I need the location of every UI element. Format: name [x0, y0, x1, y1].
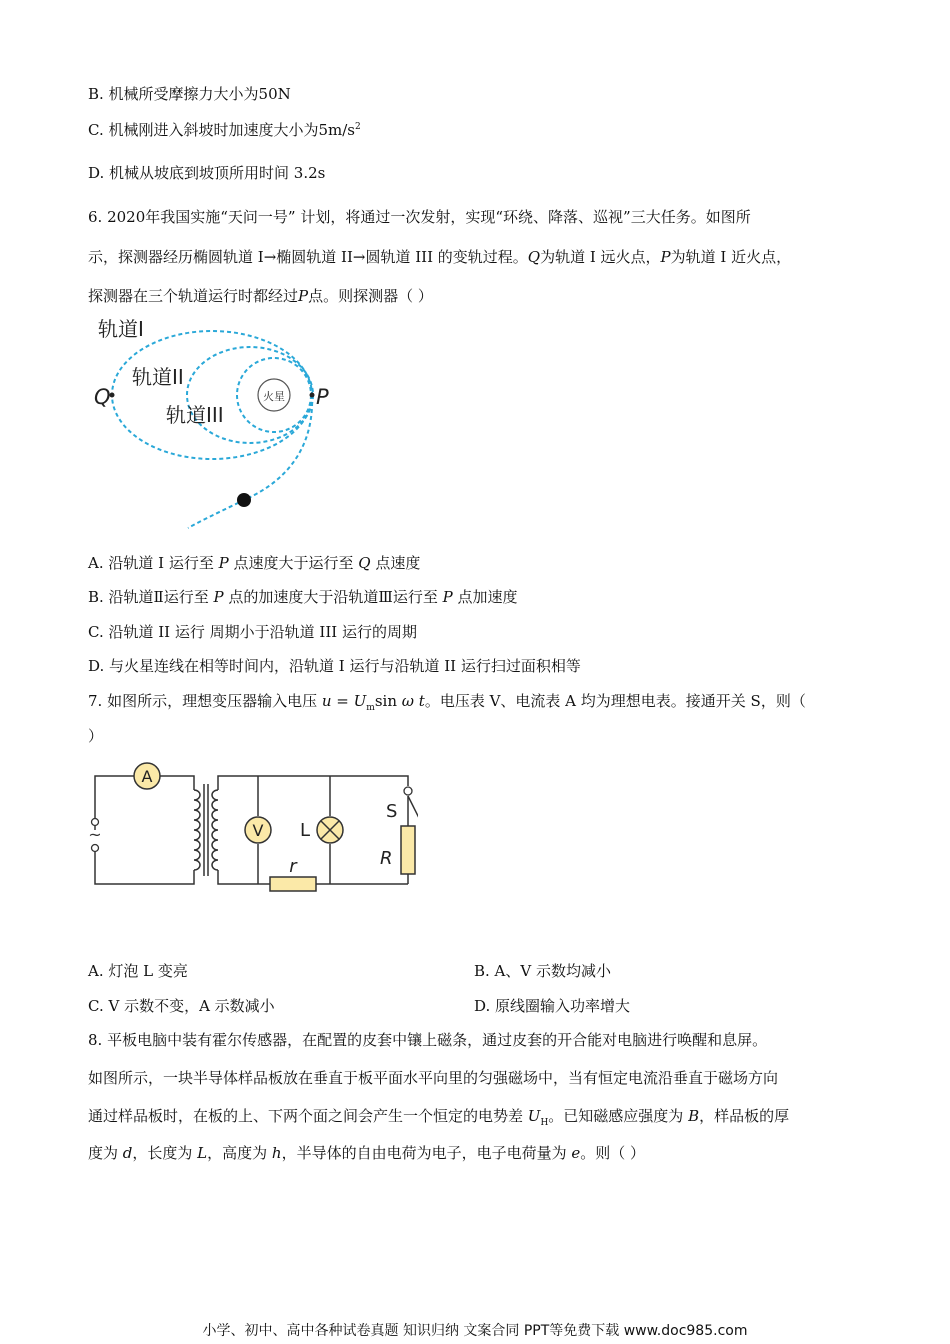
q7-option-a: A. 灯泡 L 变亮: [88, 962, 188, 980]
q6-var-p: P: [218, 554, 229, 572]
point-p-dot: [310, 393, 315, 398]
q7-var-um: U: [353, 692, 367, 710]
q7-stem-line-2: ）: [88, 727, 104, 745]
q6-text: 示，探测器经历椭圆轨道 I→椭圆轨道 II→圆轨道 III 的变轨过程。: [88, 248, 528, 266]
resistor-r-label: r: [289, 856, 297, 877]
orbit-3-label: 轨道III: [166, 403, 224, 427]
orbit-2-label: 轨道II: [132, 365, 184, 389]
q6-text: A. 沿轨道 I 运行至: [88, 554, 219, 572]
q6-stem-line-1: 6. 2020年我国实施“天问一号” 计划，将通过一次发射，实现“环绕、降落、巡视”三大任务。如图所: [88, 208, 751, 226]
q6-var-p: P: [213, 588, 224, 606]
q6-text: 点。则探测器（ ）: [308, 287, 433, 305]
ac-terminal-bottom: [92, 845, 99, 852]
page-footer: 小学、初中、高中各种试卷真题 知识归纳 文案合同 PPT等免费下载 www.doc985.com: [202, 1323, 748, 1339]
q8-var-b: B: [688, 1107, 700, 1125]
q5-option-c-text: C. 机械刚进入斜坡时加速度大小为5m/s: [88, 121, 355, 139]
q8-stem-line-4: [88, 1143, 645, 1163]
q6-var-q: Q: [358, 554, 371, 572]
q8-stem-line-2: 如图所示，一块半导体样品板放在垂直于板平面水平向里的匀强磁场中，当有恒定电流沿垂直于磁场方向: [88, 1069, 779, 1087]
voltmeter-label: V: [252, 821, 264, 840]
q7-var-u: u: [321, 692, 332, 710]
q5-option-d: D. 机械从坡底到坡顶所用时间 3.2s: [88, 164, 326, 182]
lamp-label: L: [300, 820, 311, 841]
q7-text: sin: [374, 692, 402, 710]
q7-text: 7. 如图所示，理想变压器输入电压: [88, 692, 322, 710]
primary-wire-top-left: [95, 776, 134, 830]
q8-text: ，高度为: [207, 1144, 272, 1162]
primary-wire-top-right: [160, 776, 194, 790]
switch-pivot: [404, 787, 412, 795]
q6-stem-line-2: [88, 247, 791, 267]
q5-option-b: B. 机械所受摩擦力大小为50N: [88, 85, 291, 103]
orbit-diagram: [88, 312, 348, 534]
q6-option-c: C. 沿轨道 II 运行 周期小于沿轨道 III 运行的周期: [88, 623, 417, 641]
orbit-2-path: [187, 347, 313, 443]
q6-text: 为轨道 I 远火点，: [540, 248, 661, 266]
q8-text: 通过样品板时，在板的上、下两个面之间会产生一个恒定的电势差: [88, 1107, 528, 1125]
q7-option-d: D. 原线圈输入功率增大: [474, 997, 631, 1015]
q7-text: 。电压表 V、电流表 A 均为理想电表。接通开关 S，则（: [424, 692, 806, 710]
q8-stem-line-3: [88, 1106, 789, 1133]
secondary-coil: [212, 790, 218, 870]
ammeter-label: A: [141, 767, 153, 786]
primary-wire-bottom: [95, 844, 194, 884]
q8-stem-line-1: 8. 平板电脑中装有霍尔传感器，在配置的皮套中镶上磁条，通过皮套的开合能对电脑进行唤醒和息屏。: [88, 1031, 768, 1049]
mars-label: 火星: [263, 390, 285, 403]
q8-var-u: U: [527, 1107, 541, 1125]
q8-var-u-subscript: H: [540, 1118, 549, 1128]
q6-text: B. 沿轨道Ⅱ运行至: [88, 588, 214, 606]
q6-text: 点速度: [370, 554, 421, 572]
q6-option-b: [88, 587, 518, 607]
q8-text: 。则（ ）: [580, 1144, 646, 1162]
orbit-1-label: 轨道I: [98, 317, 144, 341]
resistor-R-icon: [401, 826, 415, 874]
secondary-wire-bottom-left: [218, 870, 270, 884]
q6-option-d: D. 与火星连线在相等时间内，沿轨道 I 运行与沿轨道 II 运行扫过面积相等: [88, 657, 581, 675]
q5-option-c: [88, 117, 361, 140]
q6-text: 探测器在三个轨道运行时都经过: [88, 287, 299, 305]
q7-option-c: C. V 示数不变，A 示数减小: [88, 997, 275, 1015]
secondary-wire-top: [218, 776, 408, 790]
q6-stem-line-3: [88, 286, 433, 306]
q6-var-p: P: [660, 248, 671, 266]
q7-option-b: B. A、V 示数均减小: [474, 962, 611, 980]
q6-var-p: P: [298, 287, 309, 305]
q6-var-p: P: [442, 588, 453, 606]
q7-stem-line-1: [88, 691, 806, 718]
circuit-diagram: [86, 760, 418, 896]
resistor-r-icon: [270, 877, 316, 891]
q8-text: ，半导体的自由电荷为电子，电子电荷量为: [281, 1144, 572, 1162]
probe-icon: [237, 493, 251, 507]
q8-var-d: d: [122, 1144, 133, 1162]
q8-text: 。已知磁感应强度为: [548, 1107, 689, 1125]
q6-option-a: [88, 553, 420, 573]
ac-source-symbol: ~: [88, 825, 102, 844]
switch-blade-icon: [408, 796, 418, 820]
switch-label: S: [386, 801, 398, 822]
q5-option-c-superscript: 2: [355, 122, 361, 132]
primary-coil: [194, 790, 200, 870]
q8-var-e: e: [571, 1144, 581, 1162]
q7-var-um-subscript: m: [366, 703, 375, 713]
q8-var-l: L: [197, 1144, 208, 1162]
point-p-label: P: [316, 385, 329, 409]
q8-text: ，长度为: [132, 1144, 198, 1162]
point-q-label: Q: [94, 385, 111, 409]
resistor-R-label: R: [380, 848, 393, 869]
q6-var-q: Q: [527, 248, 541, 266]
q6-text: 为轨道 I 近火点，: [670, 248, 792, 266]
q7-var-wt: ω t: [401, 692, 425, 710]
q8-var-h: h: [271, 1144, 282, 1162]
q6-text: 点加速度: [452, 588, 518, 606]
q8-text: ，样品板的厚: [699, 1107, 790, 1125]
q8-text: 度为: [88, 1144, 123, 1162]
q7-text: =: [331, 692, 354, 710]
q6-text: 点速度大于运行至: [228, 554, 359, 572]
q6-text: 点的加速度大于沿轨道Ⅲ运行至: [223, 588, 443, 606]
